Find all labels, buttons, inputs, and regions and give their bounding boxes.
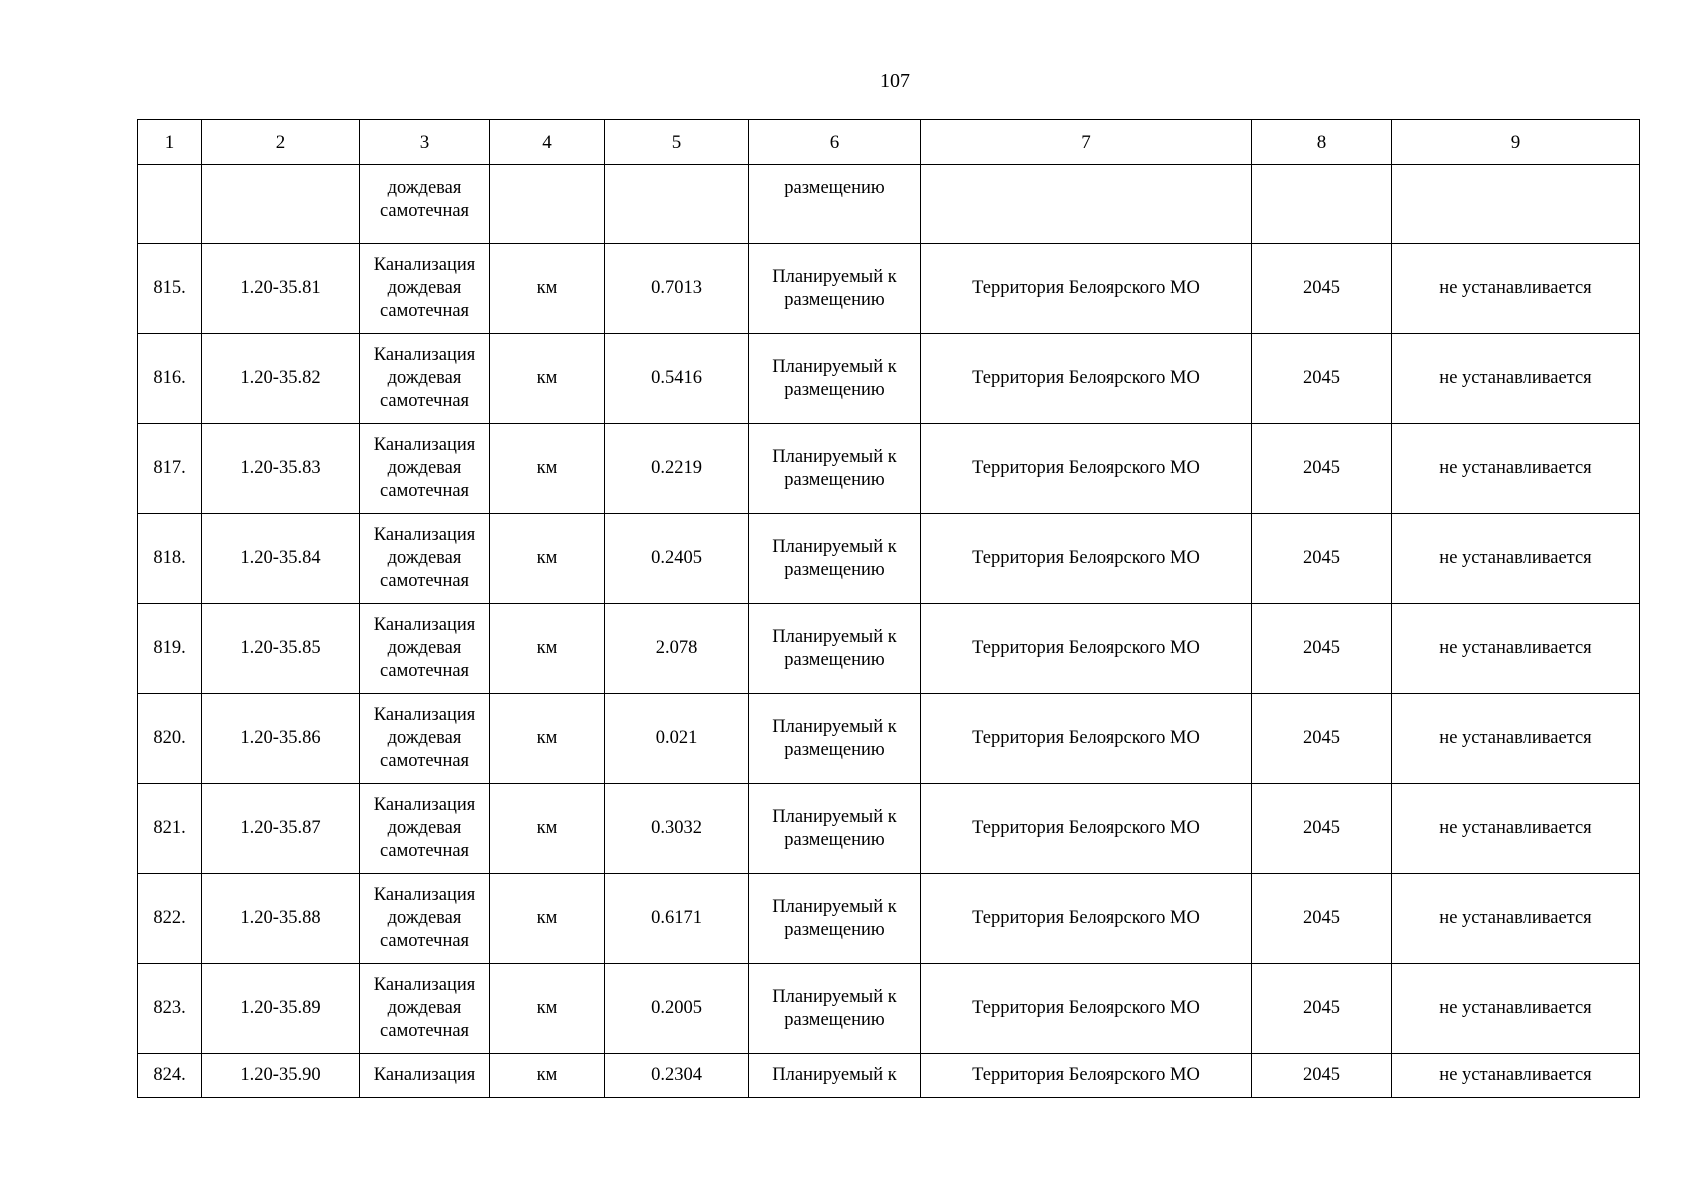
table-cell: км — [490, 874, 605, 964]
table-cell — [749, 334, 921, 424]
table-cell: 817. — [138, 424, 202, 514]
table-cell: Территория Белоярского МО — [921, 244, 1252, 334]
table-cell: 1.20-35.82 — [202, 334, 360, 424]
table-cell: 0.021 — [605, 694, 749, 784]
table-cell — [138, 165, 202, 244]
cell-line: размещению — [784, 829, 885, 850]
table-row — [138, 514, 1640, 604]
table-cell: 2045 — [1252, 964, 1392, 1054]
table-cell: 1.20-35.85 — [202, 604, 360, 694]
table-cell: 824. — [138, 1054, 202, 1098]
header-cell: 6 — [749, 120, 921, 165]
table-cell: 818. — [138, 514, 202, 604]
table-cell: 819. — [138, 604, 202, 694]
cell-line: Планируемый к — [772, 896, 897, 917]
table-cell: км — [490, 604, 605, 694]
table-cell: не устанавливается — [1392, 604, 1640, 694]
cell-line: дождевая — [387, 458, 462, 478]
cell-line: дождевая — [387, 998, 462, 1018]
table-row — [138, 694, 1640, 784]
cell-line: дождевая — [387, 548, 462, 568]
cell-line: Канализация — [373, 525, 476, 545]
cell-line: Планируемый к — [772, 986, 897, 1007]
cell-line: Канализация — [373, 615, 476, 635]
table-cell: не устанавливается — [1392, 514, 1640, 604]
table-cell: км — [490, 334, 605, 424]
table-cell — [749, 604, 921, 694]
cell-line: размещению — [784, 1009, 885, 1030]
table-cell — [360, 964, 490, 1054]
table-cell: Территория Белоярского МО — [921, 334, 1252, 424]
table-cell: 1.20-35.83 — [202, 424, 360, 514]
table-cell: 0.2219 — [605, 424, 749, 514]
cell-line: дождевая — [387, 178, 462, 198]
table-cell: км — [490, 694, 605, 784]
table-cell: не устанавливается — [1392, 244, 1640, 334]
cell-line: Канализация — [373, 885, 476, 905]
header-cell: 7 — [921, 120, 1252, 165]
table-cell — [749, 784, 921, 874]
table-cell: Территория Белоярского МО — [921, 874, 1252, 964]
cell-line: самотечная — [379, 571, 470, 591]
table-cell — [360, 424, 490, 514]
table-cell: 0.2304 — [605, 1054, 749, 1098]
table-cell: не устанавливается — [1392, 1054, 1640, 1098]
cell-line: Канализация — [373, 255, 476, 275]
table-cell: 1.20-35.90 — [202, 1054, 360, 1098]
table-cell: Территория Белоярского МО — [921, 604, 1252, 694]
cell-line: самотечная — [379, 661, 470, 681]
table-cell: 2045 — [1252, 604, 1392, 694]
table-cell: 820. — [138, 694, 202, 784]
table-cell: не устанавливается — [1392, 964, 1640, 1054]
table-cell — [749, 874, 921, 964]
header-cell: 1 — [138, 120, 202, 165]
table-cell: не устанавливается — [1392, 424, 1640, 514]
cell-line: размещению — [784, 469, 885, 490]
table-cell: 2045 — [1252, 514, 1392, 604]
continuation-row — [138, 165, 1640, 244]
table-cell — [360, 694, 490, 784]
cell-line: дождевая — [387, 908, 462, 928]
table-cell: Территория Белоярского МО — [921, 424, 1252, 514]
table-cell: не устанавливается — [1392, 784, 1640, 874]
page-number: 107 — [880, 70, 910, 92]
table-cell: км — [490, 784, 605, 874]
cell-line: Планируемый к — [772, 716, 897, 737]
cell-line: Планируемый к — [772, 806, 897, 827]
table-cell: Территория Белоярского МО — [921, 694, 1252, 784]
table-cell: 823. — [138, 964, 202, 1054]
cell-line: Планируемый к — [772, 446, 897, 467]
table-cell: км — [490, 514, 605, 604]
cell-line: самотечная — [379, 481, 470, 501]
header-cell: 2 — [202, 120, 360, 165]
cell-line: Канализация — [373, 435, 476, 455]
table-cell: не устанавливается — [1392, 694, 1640, 784]
table-cell — [749, 244, 921, 334]
table-cell — [605, 165, 749, 244]
table-cell: 2045 — [1252, 1054, 1392, 1098]
table-cell: 0.2005 — [605, 964, 749, 1054]
cell-line: размещению — [784, 919, 885, 940]
table-row — [138, 604, 1640, 694]
table-cell: 1.20-35.84 — [202, 514, 360, 604]
table-cell — [360, 604, 490, 694]
table-row — [138, 964, 1640, 1054]
table-cell: 1.20-35.87 — [202, 784, 360, 874]
table-cell: 816. — [138, 334, 202, 424]
cell-line: Канализация — [373, 705, 476, 725]
table-cell: 0.6171 — [605, 874, 749, 964]
table-cell: 1.20-35.81 — [202, 244, 360, 334]
table-cell: км — [490, 424, 605, 514]
table-row — [138, 874, 1640, 964]
cell-line: Канализация — [373, 345, 476, 365]
cell-line: дождевая — [387, 638, 462, 658]
table-row — [138, 424, 1640, 514]
cell-line: дождевая — [387, 818, 462, 838]
cell-line: размещению — [784, 739, 885, 760]
table-cell: не устанавливается — [1392, 334, 1640, 424]
table-cell — [749, 424, 921, 514]
cell-line: дождевая — [387, 368, 462, 388]
cell-line: самотечная — [379, 1021, 470, 1041]
table-cell: Территория Белоярского МО — [921, 784, 1252, 874]
table-cell — [360, 874, 490, 964]
table-cell: 2045 — [1252, 334, 1392, 424]
table-cell — [1392, 165, 1640, 244]
table-cell — [360, 334, 490, 424]
cell-line: дождевая — [387, 278, 462, 298]
table-cell: 2045 — [1252, 784, 1392, 874]
cell-line: размещению — [784, 559, 885, 580]
cell-line: размещению — [784, 649, 885, 670]
table-cell: 815. — [138, 244, 202, 334]
header-cell: 3 — [360, 120, 490, 165]
table-cell: 2045 — [1252, 244, 1392, 334]
cell-line: самотечная — [379, 931, 470, 951]
table-cell: 2045 — [1252, 424, 1392, 514]
header-cell: 4 — [490, 120, 605, 165]
table-cell — [1252, 165, 1392, 244]
table-cell — [921, 165, 1252, 244]
cell-line: Планируемый к — [772, 626, 897, 647]
table-cell: не устанавливается — [1392, 874, 1640, 964]
table-cell — [749, 964, 921, 1054]
table-cell: Территория Белоярского МО — [921, 1054, 1252, 1098]
cell-line: Планируемый к — [772, 266, 897, 287]
table-cell: 2045 — [1252, 694, 1392, 784]
table-cell — [360, 514, 490, 604]
header-cell: 8 — [1252, 120, 1392, 165]
cell-line: Планируемый к — [772, 356, 897, 377]
header-row — [138, 120, 1640, 165]
table-cell: Планируемый к — [749, 1054, 921, 1098]
table-cell: Территория Белоярского МО — [921, 514, 1252, 604]
header-cell: 9 — [1392, 120, 1640, 165]
table-cell: размещению — [749, 165, 921, 244]
table-cell — [749, 514, 921, 604]
table-cell — [749, 694, 921, 784]
table-cell: 1.20-35.89 — [202, 964, 360, 1054]
table-cell: км — [490, 1054, 605, 1098]
cell-line: самотечная — [379, 391, 470, 411]
table-cell: 0.7013 — [605, 244, 749, 334]
table-cell: 821. — [138, 784, 202, 874]
table-cell: 1.20-35.86 — [202, 694, 360, 784]
table-cell: 0.3032 — [605, 784, 749, 874]
cell-line: самотечная — [379, 841, 470, 861]
cell-line: размещению — [784, 379, 885, 400]
table-row — [138, 334, 1640, 424]
table-cell — [360, 244, 490, 334]
cell-line: Планируемый к — [772, 536, 897, 557]
cell-line: Канализация — [373, 975, 476, 995]
table-cell: 2.078 — [605, 604, 749, 694]
table-cell: 1.20-35.88 — [202, 874, 360, 964]
table-cell: км — [490, 244, 605, 334]
table-row — [138, 244, 1640, 334]
cell-line: самотечная — [379, 201, 470, 221]
table-cell: 0.2405 — [605, 514, 749, 604]
cell-line: размещению — [784, 289, 885, 310]
table-cell: Канализация — [360, 1054, 490, 1098]
table-cell — [202, 165, 360, 244]
table-cell: 822. — [138, 874, 202, 964]
cell-line: дождевая — [387, 728, 462, 748]
table-cell — [360, 784, 490, 874]
table-cell: 2045 — [1252, 874, 1392, 964]
table-cell — [360, 165, 490, 244]
cell-line: Канализация — [373, 795, 476, 815]
table-cell — [490, 165, 605, 244]
data-table — [137, 119, 1640, 1098]
table-cell: Территория Белоярского МО — [921, 964, 1252, 1054]
header-cell: 5 — [605, 120, 749, 165]
cell-line: самотечная — [379, 301, 470, 321]
cell-line: самотечная — [379, 751, 470, 771]
table-row — [138, 1054, 1640, 1098]
table-row — [138, 784, 1640, 874]
table-cell: 0.5416 — [605, 334, 749, 424]
table-cell: км — [490, 964, 605, 1054]
